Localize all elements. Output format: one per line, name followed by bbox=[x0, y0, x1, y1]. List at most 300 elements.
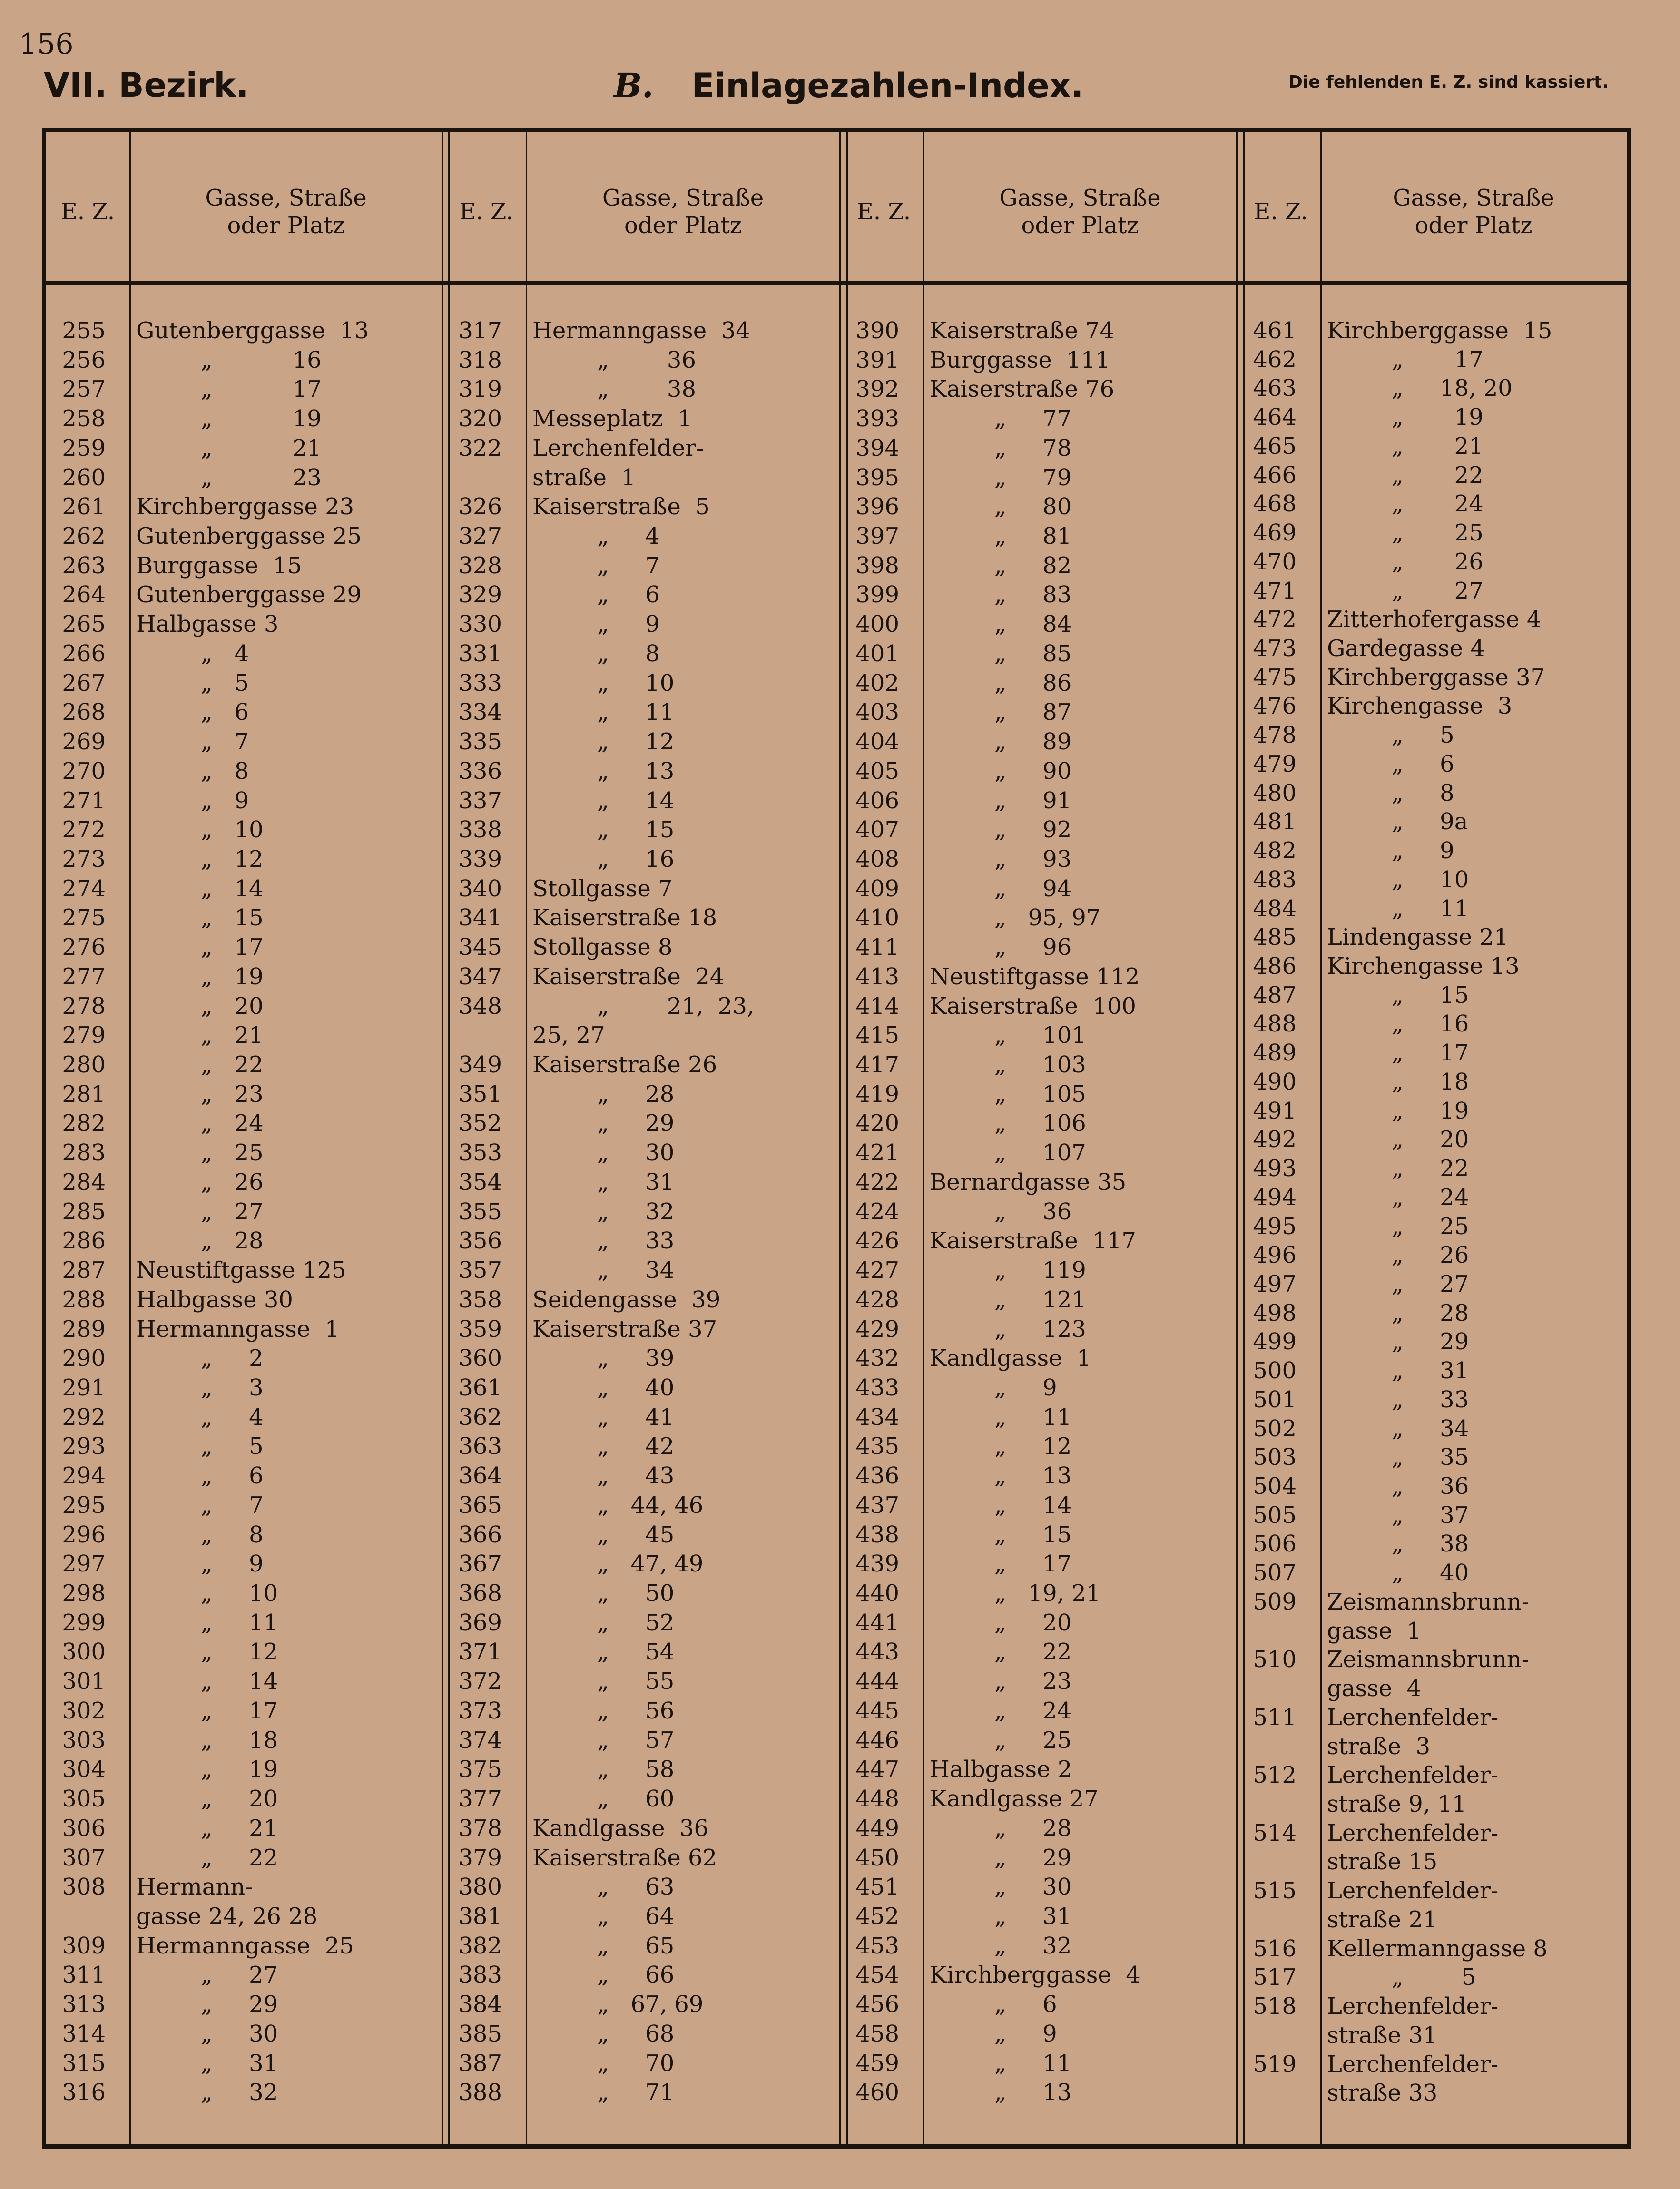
street-entry: „ 93 bbox=[994, 845, 1072, 873]
ez-number: 337 bbox=[458, 787, 502, 814]
street-entry: „ 60 bbox=[597, 1786, 675, 1813]
street-entry: „ 68 bbox=[597, 2020, 675, 2047]
street-entry: „ 47, 49 bbox=[597, 1551, 704, 1578]
street-entry: Neustiftgasse 125 bbox=[136, 1257, 346, 1284]
ez-number: 424 bbox=[855, 1198, 899, 1225]
index-title: Einlagezahlen-Index. bbox=[691, 66, 1084, 105]
street-entry: „ 17 bbox=[994, 1551, 1072, 1578]
ez-number: 500 bbox=[1253, 1357, 1297, 1384]
ez-number: 340 bbox=[458, 875, 502, 902]
ez-number: 447 bbox=[855, 1756, 899, 1783]
street-entry: „ 29 bbox=[994, 1844, 1072, 1871]
street-entry: „ 105 bbox=[994, 1080, 1086, 1108]
street-entry: „ 19 bbox=[1392, 1097, 1469, 1124]
ez-number: 336 bbox=[458, 757, 502, 785]
street-entry: „ 18 bbox=[1392, 1068, 1469, 1095]
ez-number: 348 bbox=[458, 992, 502, 1020]
ez-header: E. Z. bbox=[856, 198, 911, 225]
ez-number: 374 bbox=[458, 1727, 502, 1754]
street-entry: „ 6 bbox=[597, 581, 660, 609]
street-entry: „ 6 bbox=[994, 1991, 1057, 2018]
ez-number: 493 bbox=[1253, 1155, 1297, 1182]
ez-number: 421 bbox=[855, 1139, 899, 1167]
street-entry: „ 10 bbox=[597, 669, 675, 697]
street-entry: „ 20 bbox=[201, 992, 264, 1020]
ez-number: 436 bbox=[855, 1463, 899, 1490]
ez-number: 476 bbox=[1253, 693, 1297, 720]
street-entry: Kandlgasse 36 bbox=[532, 1815, 709, 1842]
ez-number: 519 bbox=[1253, 2051, 1297, 2078]
ez-number: 440 bbox=[855, 1580, 899, 1607]
street-entry: „ 22 bbox=[994, 1639, 1072, 1666]
ez-number: 259 bbox=[62, 434, 106, 461]
ez-number: 408 bbox=[855, 845, 899, 873]
ez-number: 509 bbox=[1253, 1588, 1297, 1615]
street-entry: straße 1 bbox=[532, 464, 636, 491]
street-entry: Gutenberggasse 25 bbox=[136, 523, 362, 550]
ez-number: 335 bbox=[458, 728, 502, 756]
street-entry: „ 16 bbox=[597, 845, 675, 873]
ez-number: 516 bbox=[1253, 1935, 1297, 1962]
street-entry: „ 26 bbox=[1392, 548, 1484, 575]
street-header-line: Gasse, Straße bbox=[1393, 185, 1554, 211]
street-header-line: Gasse, Straße bbox=[205, 185, 367, 211]
street-entry: „ 28 bbox=[597, 1080, 675, 1108]
ez-number: 368 bbox=[458, 1580, 502, 1607]
street-entry: „ 6 bbox=[1392, 750, 1454, 777]
street-entry: „ 66 bbox=[597, 1962, 675, 1989]
street-entry: „ 31 bbox=[201, 2050, 278, 2077]
ez-number: 264 bbox=[62, 581, 106, 609]
ez-number: 472 bbox=[1253, 606, 1297, 633]
ez-number: 272 bbox=[62, 816, 106, 844]
street-entry: „ 6 bbox=[201, 1463, 264, 1490]
ez-number: 492 bbox=[1253, 1126, 1297, 1153]
ez-number: 400 bbox=[855, 611, 899, 638]
ez-number: 291 bbox=[62, 1374, 106, 1401]
ez-number: 397 bbox=[855, 523, 899, 550]
ez-number: 301 bbox=[62, 1668, 106, 1695]
ez-number: 267 bbox=[62, 669, 106, 697]
ez-number: 362 bbox=[458, 1404, 502, 1431]
ez-number: 494 bbox=[1253, 1184, 1297, 1211]
ez-number: 427 bbox=[855, 1257, 899, 1284]
ez-number: 415 bbox=[855, 1022, 899, 1049]
street-entry: „ 30 bbox=[597, 1139, 675, 1167]
street-entry: „ 22 bbox=[1392, 1155, 1469, 1182]
header-rule bbox=[42, 281, 1631, 285]
ez-number: 450 bbox=[855, 1844, 899, 1871]
ez-number: 372 bbox=[458, 1668, 502, 1695]
street-entry: „ 7 bbox=[201, 728, 249, 756]
column-separator bbox=[923, 128, 924, 2149]
street-entry: „ 11 bbox=[994, 1404, 1072, 1431]
ez-number: 446 bbox=[855, 1727, 899, 1754]
ez-number: 433 bbox=[855, 1374, 899, 1401]
street-entry: „ 9a bbox=[1392, 808, 1468, 835]
street-header-line: oder Platz bbox=[624, 212, 742, 239]
ez-number: 329 bbox=[458, 581, 502, 609]
street-entry: Gardegasse 4 bbox=[1327, 635, 1485, 662]
ez-number: 384 bbox=[458, 1991, 502, 2018]
ez-number: 275 bbox=[62, 904, 106, 932]
ez-number: 282 bbox=[62, 1110, 106, 1137]
street-entry: Zeismannsbrunn- bbox=[1327, 1646, 1529, 1673]
street-entry: „ 33 bbox=[597, 1227, 675, 1255]
street-entry: Messeplatz 1 bbox=[532, 405, 692, 432]
ez-number: 284 bbox=[62, 1168, 106, 1196]
street-entry: „ 87 bbox=[994, 699, 1072, 726]
ez-number: 345 bbox=[458, 934, 502, 961]
street-entry: „ 17 bbox=[201, 934, 264, 961]
street-entry: „ 19 bbox=[201, 1756, 278, 1783]
ez-number: 311 bbox=[62, 1962, 106, 1989]
street-entry: „ 21 bbox=[201, 1815, 278, 1842]
street-entry: Lerchenfelder- bbox=[1327, 1993, 1499, 2020]
ez-number: 460 bbox=[855, 2079, 899, 2106]
street-entry: Kaiserstraße 5 bbox=[532, 493, 710, 520]
street-entry: „ 22 bbox=[201, 1844, 278, 1871]
ez-number: 349 bbox=[458, 1051, 502, 1079]
street-entry: „ 22 bbox=[1392, 461, 1484, 489]
street-header bbox=[528, 143, 838, 281]
ez-number: 322 bbox=[458, 434, 502, 461]
street-entry: „ 17 bbox=[1392, 346, 1484, 373]
street-entry: Kandlgasse 27 bbox=[930, 1786, 1099, 1813]
street-entry: „ 52 bbox=[597, 1609, 675, 1636]
street-header-line: Gasse, Straße bbox=[602, 185, 764, 211]
street-entry: Kaiserstraße 62 bbox=[532, 1844, 717, 1871]
street-entry: Kirchberggasse 15 bbox=[1327, 317, 1552, 344]
ez-number: 289 bbox=[62, 1315, 106, 1343]
street-entry: Halbgasse 2 bbox=[930, 1756, 1072, 1783]
ez-number: 496 bbox=[1253, 1242, 1297, 1269]
ez-number: 277 bbox=[62, 963, 106, 990]
street-entry: „ 57 bbox=[597, 1727, 675, 1754]
street-entry: „ 11 bbox=[1392, 895, 1469, 922]
street-entry: „ 77 bbox=[994, 405, 1072, 432]
section-letter: B. bbox=[614, 66, 654, 105]
ez-number: 451 bbox=[855, 1874, 899, 1901]
street-entry: „ 40 bbox=[1392, 1560, 1469, 1587]
ez-number: 307 bbox=[62, 1844, 106, 1871]
street-entry: „ 81 bbox=[994, 523, 1072, 550]
street-entry: gasse 24, 26 28 bbox=[136, 1903, 318, 1930]
street-entry: „ 36 bbox=[1392, 1473, 1469, 1500]
street-entry: „ 24 bbox=[201, 1110, 264, 1137]
street-entry: „ 21 bbox=[1392, 432, 1484, 460]
ez-number: 502 bbox=[1253, 1415, 1297, 1442]
street-entry: „ 23 bbox=[201, 464, 322, 491]
street-entry: „ 14 bbox=[201, 1668, 278, 1695]
ez-number: 471 bbox=[1253, 577, 1297, 604]
street-entry: „ 13 bbox=[994, 2079, 1072, 2106]
street-entry: „ 6 bbox=[201, 699, 249, 726]
ez-number: 360 bbox=[458, 1345, 502, 1372]
ez-number: 463 bbox=[1253, 375, 1297, 402]
ez-number: 270 bbox=[62, 757, 106, 785]
street-entry: „ 36 bbox=[994, 1198, 1072, 1225]
street-entry: „ 4 bbox=[597, 523, 660, 550]
ez-number: 429 bbox=[855, 1315, 899, 1343]
street-entry: „ 28 bbox=[994, 1815, 1072, 1842]
street-entry: „ 119 bbox=[994, 1257, 1086, 1284]
ez-number: 365 bbox=[458, 1492, 502, 1519]
ez-number: 452 bbox=[855, 1903, 899, 1930]
ez-number: 296 bbox=[62, 1521, 106, 1548]
street-entry: „ 85 bbox=[994, 640, 1072, 667]
street-entry: Lerchenfelder- bbox=[1327, 1819, 1499, 1846]
ez-number: 299 bbox=[62, 1609, 106, 1636]
street-header-line: oder Platz bbox=[1021, 212, 1139, 239]
street-entry: „ 92 bbox=[994, 816, 1072, 844]
street-entry: „ 19 bbox=[1392, 404, 1484, 431]
street-entry: Kaiserstraße 24 bbox=[532, 963, 725, 990]
street-entry: „ 91 bbox=[994, 787, 1072, 814]
ez-number: 468 bbox=[1253, 491, 1297, 518]
street-entry: „ 9 bbox=[994, 2020, 1057, 2047]
ez-number: 402 bbox=[855, 669, 899, 697]
ez-number: 373 bbox=[458, 1697, 502, 1724]
ez-number: 276 bbox=[62, 934, 106, 961]
ez-number: 503 bbox=[1253, 1444, 1297, 1471]
street-entry: Hermanngasse 34 bbox=[532, 317, 750, 344]
street-entry: „ 67, 69 bbox=[597, 1991, 704, 2018]
ez-number: 483 bbox=[1253, 866, 1297, 893]
street-entry: „ 8 bbox=[201, 757, 249, 785]
street-entry: „ 14 bbox=[994, 1492, 1072, 1519]
street-entry: „ 95, 97 bbox=[994, 904, 1101, 932]
column-separator bbox=[526, 128, 527, 2149]
ez-number: 309 bbox=[62, 1932, 106, 1959]
street-entry: „ 9 bbox=[1392, 837, 1454, 864]
ez-number: 490 bbox=[1253, 1068, 1297, 1095]
street-entry: „ 19 bbox=[201, 405, 322, 432]
street-entry: „ 37 bbox=[1392, 1502, 1469, 1529]
ez-number: 439 bbox=[855, 1551, 899, 1578]
street-entry: „ 63 bbox=[597, 1874, 675, 1901]
ez-number: 482 bbox=[1253, 837, 1297, 864]
street-entry: „ 10 bbox=[1392, 866, 1469, 893]
ez-number: 417 bbox=[855, 1051, 899, 1079]
ez-number: 283 bbox=[62, 1139, 106, 1167]
street-entry: „ 25 bbox=[1392, 520, 1484, 547]
street-entry: „ 7 bbox=[597, 552, 660, 579]
ez-number: 491 bbox=[1253, 1097, 1297, 1124]
ez-number: 506 bbox=[1253, 1531, 1297, 1558]
street-entry: „ 25 bbox=[994, 1727, 1072, 1754]
ez-number: 352 bbox=[458, 1110, 502, 1137]
street-entry: „ 16 bbox=[201, 346, 322, 373]
street-entry: straße 3 bbox=[1327, 1733, 1431, 1760]
street-entry: „ 28 bbox=[1392, 1299, 1469, 1326]
street-entry: „ 19 bbox=[201, 963, 264, 990]
ez-number: 286 bbox=[62, 1227, 106, 1255]
ez-number: 465 bbox=[1253, 432, 1297, 460]
ez-number: 515 bbox=[1253, 1877, 1297, 1904]
ez-number: 302 bbox=[62, 1697, 106, 1724]
ez-number: 456 bbox=[855, 1991, 899, 2018]
ez-number: 356 bbox=[458, 1227, 502, 1255]
street-entry: „ 12 bbox=[597, 728, 675, 756]
street-entry: „ 15 bbox=[597, 816, 675, 844]
street-entry: Kirchberggasse 4 bbox=[930, 1962, 1140, 1989]
street-entry: „ 32 bbox=[597, 1198, 675, 1225]
street-entry: „ 11 bbox=[994, 2050, 1072, 2077]
ez-number: 361 bbox=[458, 1374, 502, 1401]
street-entry: Kirchberggasse 37 bbox=[1327, 664, 1545, 691]
street-entry: „ 10 bbox=[201, 1580, 278, 1607]
ez-number: 428 bbox=[855, 1286, 899, 1313]
ez-number: 303 bbox=[62, 1727, 106, 1754]
ez-number: 505 bbox=[1253, 1502, 1297, 1529]
district-heading: VII. Bezirk. bbox=[44, 66, 249, 105]
street-entry: „ 21 bbox=[201, 434, 322, 461]
ez-number: 488 bbox=[1253, 1011, 1297, 1038]
ez-number: 341 bbox=[458, 904, 502, 932]
street-entry: Kaiserstraße 117 bbox=[930, 1227, 1136, 1255]
ez-number: 379 bbox=[458, 1844, 502, 1871]
street-entry: „ 39 bbox=[597, 1345, 675, 1372]
street-entry: „ 101 bbox=[994, 1022, 1086, 1049]
street-entry: „ 20 bbox=[201, 1786, 278, 1813]
ez-number: 300 bbox=[62, 1639, 106, 1666]
street-entry: Stollgasse 8 bbox=[532, 934, 673, 961]
ez-number: 469 bbox=[1253, 520, 1297, 547]
ez-number: 271 bbox=[62, 787, 106, 814]
ez-number: 287 bbox=[62, 1257, 106, 1284]
street-entry: Kaiserstraße 37 bbox=[532, 1315, 717, 1343]
ez-number: 473 bbox=[1253, 635, 1297, 662]
ez-number: 295 bbox=[62, 1492, 106, 1519]
street-entry: „ 30 bbox=[994, 1874, 1072, 1901]
street-entry: „ 29 bbox=[201, 1991, 278, 2018]
street-entry: „ 83 bbox=[994, 581, 1072, 609]
street-entry: „ 24 bbox=[1392, 1184, 1469, 1211]
ez-number: 466 bbox=[1253, 461, 1297, 489]
ez-number: 305 bbox=[62, 1786, 106, 1813]
ez-number: 333 bbox=[458, 669, 502, 697]
street-entry: „ 36 bbox=[597, 346, 697, 373]
street-entry: „ 11 bbox=[201, 1609, 278, 1636]
ez-number: 367 bbox=[458, 1551, 502, 1578]
street-entry: straße 15 bbox=[1327, 1848, 1438, 1875]
ez-number: 293 bbox=[62, 1433, 106, 1460]
street-entry: „ 43 bbox=[597, 1463, 675, 1490]
street-entry: „ 45 bbox=[597, 1521, 675, 1548]
ez-number: 484 bbox=[1253, 895, 1297, 922]
street-entry: Kandlgasse 1 bbox=[930, 1345, 1091, 1372]
ez-number: 313 bbox=[62, 1991, 106, 2018]
ez-number: 480 bbox=[1253, 779, 1297, 806]
ez-number: 511 bbox=[1253, 1704, 1297, 1731]
street-entry: „ 5 bbox=[1392, 722, 1454, 749]
ez-number: 378 bbox=[458, 1815, 502, 1842]
ez-number: 392 bbox=[855, 376, 899, 403]
street-entry: Lerchenfelder- bbox=[1327, 1704, 1499, 1731]
ez-number: 381 bbox=[458, 1903, 502, 1930]
ez-number: 438 bbox=[855, 1521, 899, 1548]
street-entry: Lindengasse 21 bbox=[1327, 924, 1509, 951]
street-entry: „ 8 bbox=[1392, 779, 1454, 806]
street-entry: „ 27 bbox=[1392, 577, 1484, 604]
street-entry: „ 42 bbox=[597, 1433, 675, 1460]
header-note: Die fehlenden E. Z. sind kassiert. bbox=[1288, 72, 1609, 92]
ez-number: 364 bbox=[458, 1463, 502, 1490]
street-entry: „ 71 bbox=[597, 2079, 675, 2106]
ez-number: 495 bbox=[1253, 1213, 1297, 1240]
ez-number: 316 bbox=[62, 2079, 106, 2106]
street-entry: Gutenberggasse 29 bbox=[136, 581, 362, 609]
street-entry: Kirchengasse 3 bbox=[1327, 693, 1513, 720]
ez-number: 292 bbox=[62, 1404, 106, 1431]
street-entry: „ 16 bbox=[1392, 1011, 1469, 1038]
ez-number: 258 bbox=[62, 405, 106, 432]
street-entry: „ 32 bbox=[994, 1932, 1072, 1959]
ez-number: 298 bbox=[62, 1580, 106, 1607]
street-entry: „ 103 bbox=[994, 1051, 1086, 1079]
ez-header: E. Z. bbox=[1254, 198, 1308, 225]
ez-number: 387 bbox=[458, 2050, 502, 2077]
ez-number: 375 bbox=[458, 1756, 502, 1783]
street-entry: straße 33 bbox=[1327, 2080, 1438, 2107]
ez-number: 314 bbox=[62, 2020, 106, 2047]
street-entry: „ 5 bbox=[1392, 1964, 1476, 1991]
ez-number: 383 bbox=[458, 1962, 502, 1989]
street-entry: „ 3 bbox=[201, 1374, 264, 1401]
street-entry: Kellermanngasse 8 bbox=[1327, 1935, 1548, 1962]
ez-number: 308 bbox=[62, 1874, 106, 1901]
ez-number: 382 bbox=[458, 1932, 502, 1959]
street-entry: „ 9 bbox=[597, 611, 660, 638]
ez-number: 388 bbox=[458, 2079, 502, 2106]
ez-number: 366 bbox=[458, 1521, 502, 1548]
street-entry: „ 65 bbox=[597, 1932, 675, 1959]
street-entry: „ 10 bbox=[201, 816, 264, 844]
ez-number: 326 bbox=[458, 493, 502, 520]
ez-number: 475 bbox=[1253, 664, 1297, 691]
street-entry: „ 12 bbox=[201, 845, 264, 873]
street-entry: „ 27 bbox=[1392, 1270, 1469, 1297]
ez-number: 461 bbox=[1253, 317, 1297, 344]
street-entry: „ 82 bbox=[994, 552, 1072, 579]
ez-number: 294 bbox=[62, 1463, 106, 1490]
ez-number: 279 bbox=[62, 1022, 106, 1049]
street-header bbox=[925, 143, 1235, 281]
street-entry: „ 23 bbox=[994, 1668, 1072, 1695]
street-entry: 25, 27 bbox=[532, 1022, 605, 1049]
street-entry: „ 12 bbox=[994, 1433, 1072, 1460]
ez-number: 328 bbox=[458, 552, 502, 579]
street-entry: straße 21 bbox=[1327, 1906, 1438, 1933]
street-entry: Burggasse 15 bbox=[136, 552, 302, 579]
ez-number: 369 bbox=[458, 1609, 502, 1636]
ez-number: 510 bbox=[1253, 1646, 1297, 1673]
street-entry: „ 106 bbox=[994, 1110, 1086, 1137]
street-entry: Bernardgasse 35 bbox=[930, 1168, 1127, 1196]
ez-number: 396 bbox=[855, 493, 899, 520]
ez-number: 385 bbox=[458, 2020, 502, 2047]
street-entry: „ 5 bbox=[201, 669, 249, 697]
street-entry: „ 14 bbox=[201, 875, 264, 902]
ez-number: 485 bbox=[1253, 924, 1297, 951]
ez-number: 435 bbox=[855, 1433, 899, 1460]
street-entry: „ 25 bbox=[201, 1139, 264, 1167]
ez-number: 280 bbox=[62, 1051, 106, 1079]
ez-number: 426 bbox=[855, 1227, 899, 1255]
ez-number: 319 bbox=[458, 376, 502, 403]
street-entry: „ 12 bbox=[201, 1639, 278, 1666]
